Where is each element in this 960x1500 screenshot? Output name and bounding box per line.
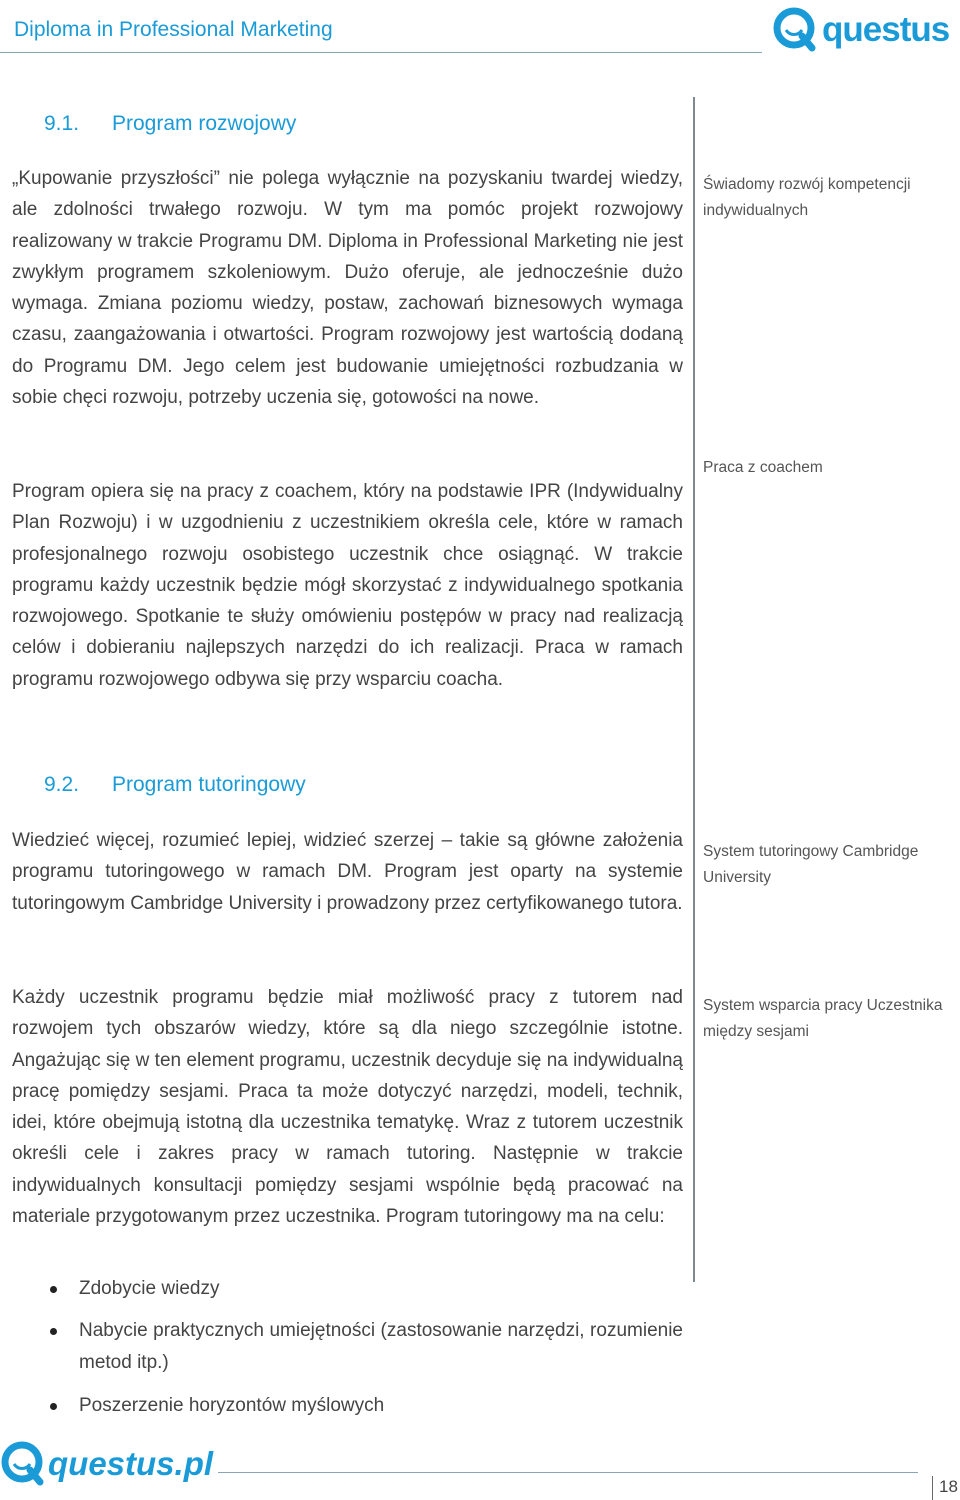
body-paragraph: Wiedzieć więcej, rozumieć lepiej, widzieć szerzej – takie są główne założenia programu tutoringowego w ramach DM. Program jest oparty na systemie tutoringowym Cambridge University i prowadzony przez certyfikowanego tutora. bbox=[12, 830, 683, 914]
page-number-separator bbox=[932, 1476, 933, 1500]
section-number: 9.2. bbox=[44, 773, 80, 796]
body-paragraph: „Kupowanie przyszłości” nie polega wyłącznie na pozyskaniu twardej wiedzy, ale zdolności trwałego rozwoju. W tym ma pomóc projekt rozwojowy realizowany w trakcie Programu DM. Diploma in Professional Marketing nie jest zwykłym programem szkoleniowym. Dużo oferuje, ale jednocześnie dużo wymaga. Zmiana poziomu wiedzy, postaw, zachowań biznesowych wymaga czasu, zaangażowania i otwartości. Program rozwojowy jest wartością dodaną do Programu DM. Jego celem jest budowanie umiejętności rozbudzania w sobie chęci rozwoju, potrzeby uczenia się, gotowości na nowe. bbox=[12, 168, 683, 409]
list-item bbox=[12, 1273, 683, 1304]
section-number: 9.1. bbox=[44, 112, 80, 135]
body-paragraph: Program opiera się na pracy z coachem, który na podstawie IPR (Indywidualny Plan Rozwoju) i w uzgodnieniu z uczestnikiem określa cele, które w ramach profesjonalnego rozwoju osobistego uczestnik chce osiągnąć. W trakcie programu każdy uczestnik będzie mógł skorzystać z indywidualnego spotkania rozwojowego. Spotkanie te służy omówieniu postępów w pracy nad realizacją celów i dobieraniu najlepszych narzędzi do ich realizacji. Praca w ramach programu rozwojowego odbywa się przy wsparciu coacha. bbox=[12, 481, 683, 690]
bullet-icon bbox=[50, 1403, 57, 1410]
margin-note: Świadomy rozwój kompetencji indywidualnych bbox=[703, 176, 911, 219]
document-title: Diploma in Professional Marketing bbox=[14, 18, 333, 41]
list-item-text: Poszerzenie horyzontów myślowych bbox=[79, 1394, 385, 1416]
margin-note: System tutoringowy Cambridge University bbox=[703, 843, 919, 886]
list-item-text: Nabycie praktycznych umiejętności (zastosowanie narzędzi, rozumienie metod itp.) bbox=[79, 1320, 683, 1373]
margin-note: System wsparcia pracy Uczestnika między sesjami bbox=[703, 997, 943, 1040]
margin-note: Praca z coachem bbox=[703, 459, 823, 476]
section-heading: Program tutoringowy bbox=[112, 773, 306, 796]
margin-divider bbox=[693, 97, 695, 1282]
logo-wordmark: questus bbox=[822, 9, 950, 49]
footer-divider bbox=[218, 1472, 918, 1473]
questus-q-icon bbox=[772, 6, 818, 52]
page-number: 18 bbox=[939, 1477, 958, 1496]
footer-wordmark: questus.pl bbox=[48, 1444, 214, 1482]
section-heading: Program rozwojowy bbox=[112, 112, 297, 135]
bullet-icon bbox=[50, 1328, 57, 1335]
goals-list bbox=[12, 1273, 683, 1421]
bullet-icon bbox=[50, 1286, 57, 1293]
list-item bbox=[12, 1390, 683, 1421]
body-paragraph: Każdy uczestnik programu będzie miał możliwość pracy z tutorem nad rozwojem tych obszarów wiedzy, które są dla niego szczególnie istotne. Angażując się w ten element programu, uczestnik decyduje się na indywidualną pracę pomiędzy sesjami. Praca ta może dotyczyć narzędzi, modeli, technik, idei, które obejmują istotną dla uczestnika tematykę. Wraz z tutorem uczestnik określi cele i zakres pracy w ramach tutoring. Następnie w trakcie indywidualnych konsultacji pomiędzy sesjami wspólnie będą pracować na materiale przygotowanym przez uczestnika. Program tutoringowy ma na celu: bbox=[12, 987, 683, 1228]
header-divider bbox=[0, 52, 762, 53]
footer-logo bbox=[0, 1440, 213, 1486]
questus-q-icon bbox=[0, 1440, 46, 1486]
list-item bbox=[12, 1315, 683, 1378]
questus-logo bbox=[772, 6, 949, 52]
list-item-text: Zdobycie wiedzy bbox=[79, 1278, 220, 1299]
